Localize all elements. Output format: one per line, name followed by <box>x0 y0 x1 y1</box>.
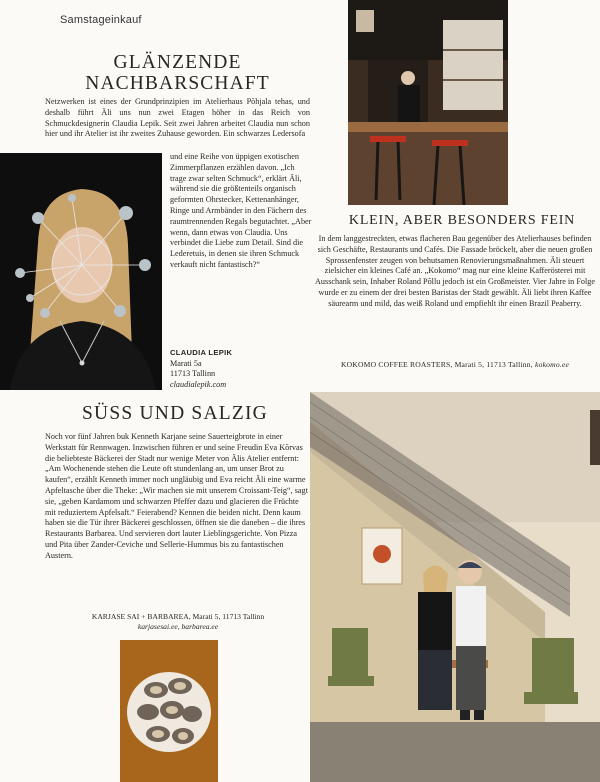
credit-kokomo-text: KOKOMO COFFEE ROASTERS, Marati 5, 11713 Tallinn, <box>340 360 535 369</box>
credit-website-link[interactable]: claudialepik.com <box>170 379 227 389</box>
credit-kokomo <box>312 360 598 369</box>
credit-karjase-barbarea <box>45 612 311 632</box>
section3-body: Noch vor fünf Jahren buk Kenneth Karjane seine Sauerteigbrote in einer Werkstatt für Rennwagen. Inzwischen führen er und seine Freudin Eva Kõrvas die beliebteste Bäckerei der Stadt nur wenige Meter von Älis Atelier entfernt: „Am Wochenende stehen die Leute oft stundenlang an, um unser Brot zu kaufen“, erzählt Kenneth immer noch ungläubig und Eva reicht Äli eine warme Apfeltasche über die Theke: „Wir machen sie mit unserem Croissant-Teig“, sagt sie, „geben Kardamom und schwarzen Pfeffer dazu und glacieren die Früchte mit reduziertem Apfelsaft.“ Feierabend? Kennen die beiden nicht. Denn kaum haben sie die Tür ihrer Bäckerei geschlossen, öffnen sie die daneben – die ihres Restaurants Barbarea. Und servieren dort lauter Lieblingsgerichte. Von Pizza und Pita über Zander-Ceviche und Sellerie-Hummus bis zu fantastischen Austern. <box>45 432 308 560</box>
section2-body: In dem langgestreckten, etwas flacheren Bau gegenüber des Atelierhauses befinden sich Geschäfte, Restaurants und Cafés. Die Fassade bröckelt, aber die neuen großen Sprossenfenster zeugen von behutsamen Renovierungsmaßnahmen. Äli steuert zielsicher ein kleines Café an. „Kokomo“ mag nur eine kleine Kafferösterei mit Ausschank sein, Inhaber Roland Põllu jedoch ist ein Großmeister. Vier Jahre in Folge wurde er zu einem der drei besten Baristas der Stadt gewählt. Äli liebt ihren Kaffee säurearm und mild, das weiß Roland und empfiehlt ihr einen Brazil Peaberry. <box>315 234 595 308</box>
credit-karjase-address: KARJASE SAI + BARBAREA, Marati 5, 11713 Tallinn <box>91 612 265 621</box>
credit-claudia-lepik <box>170 348 310 390</box>
bakery-couple-photo <box>310 392 600 782</box>
credit-name: CLAUDIA LEPIK <box>170 348 233 357</box>
credit-city: 11713 Tallinn <box>170 369 216 379</box>
section-kicker: Samstageinkauf <box>60 14 142 26</box>
credit-karjase-links[interactable]: karjasesai.ee, barbarea.ee <box>137 622 219 631</box>
credit-street: Marati 5a <box>170 358 202 368</box>
credit-kokomo-link[interactable]: kokomo.ee <box>535 360 570 369</box>
headline-line-2: NACHBARSCHAFT <box>85 73 270 94</box>
section1-intro: Netzwerken ist eines der Grundprinzipien im Atelierhaus Põhjala tehas, und deshalb führt Äli uns nun zwei Etagen höher in das Reich von Schmuckdesignerin Claudia Lepik. Seit zwei Jahren arbeitet Claudia nun schon hier und ihr Atelier ist ihr zweites Zuhause geworden. Ein schwarzes Ledersofa <box>45 97 310 139</box>
portrait-photo-claudia <box>0 153 162 390</box>
headline-glaenzende-nachbarschaft <box>40 52 315 94</box>
oyster-plate-photo <box>120 640 218 782</box>
headline-line-1: GLÄNZENDE <box>113 52 242 73</box>
cafe-interior-photo <box>348 0 508 205</box>
headline-suess-und-salzig: SÜSS UND SALZIG <box>82 403 268 424</box>
headline-klein-aber-fein: KLEIN, ABER BESONDERS FEIN <box>348 213 576 228</box>
section1-continued: und eine Reihe von üppigen exotischen Zimmerpflanzen erzählen davon. „Ich trage zwar selten Schmuck“, erklärt Äli, während sie die größtenteils organisch geformten Ohrstecker, Kettenanhänger, Ringe und Armbänder in den Fächern des raumtrennenden Regals begutachtet. „Aber wenn, dann etwas von Claudia. Uns verbindet die Liebe zum Detail. Sind die Lederetuis, in denen sie ihren Schmuck verkauft nicht fantastisch?“ <box>170 152 312 269</box>
